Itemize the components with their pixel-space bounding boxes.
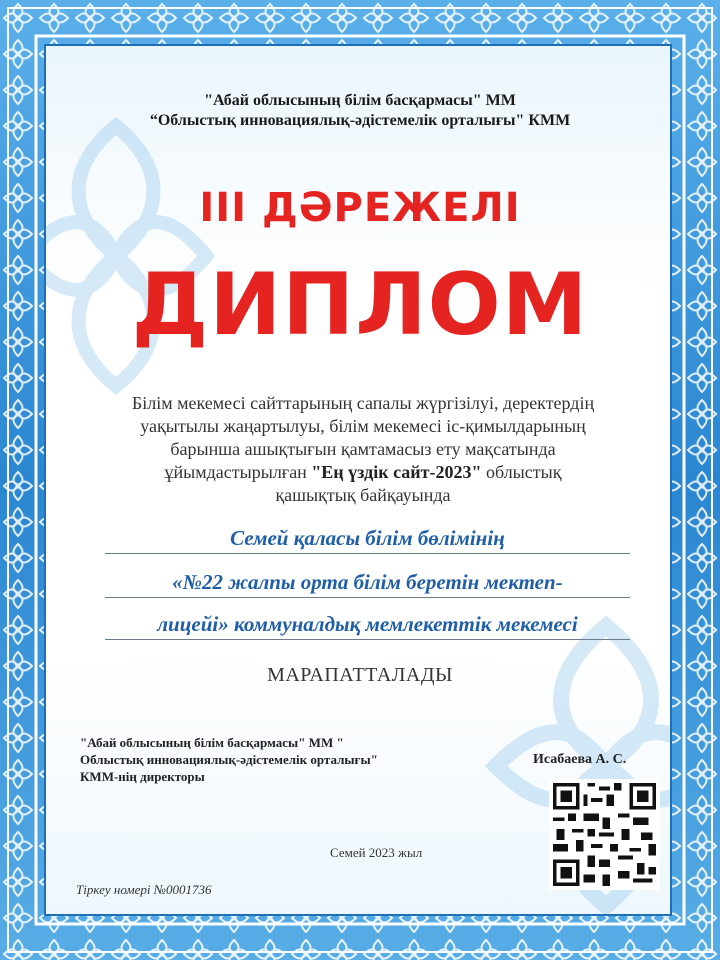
degree-heading: III ДӘРЕЖЕЛІ — [199, 185, 521, 231]
city-year: Семей 2023 жыл — [330, 845, 423, 860]
body-line-5: қашықтық байқауында — [275, 485, 451, 505]
organization-line-2: “Облыстық инновациялық-әдістемелік орталығы" КММ — [149, 112, 571, 129]
contest-name: "Ең үздік сайт-2023" — [311, 462, 482, 482]
body-line-3: барынша ашықтығын қамтамасыз ету мақсатында — [170, 439, 556, 459]
registration-number: Тіркеу номері №0001736 — [76, 882, 212, 897]
signatory-name: Исабаева А. С. — [533, 752, 627, 767]
body-line-2: уақытылы жаңартылуы, білім мекемесі іс-қимылдарының — [140, 416, 586, 436]
qr-code-icon — [549, 779, 660, 890]
organization-line-1: "Абай облысының білім басқармасы" ММ — [204, 92, 516, 109]
recipient-line-1: Семей қаласы білім бөлімінің — [105, 526, 630, 554]
director-line-3: КММ-нің директоры — [80, 769, 205, 784]
body-line-4-prefix: ұйымдастырылған — [164, 462, 312, 482]
award-text: МАРАПАТТАЛАДЫ — [267, 664, 453, 686]
body-line-4-suffix: облыстық — [481, 462, 562, 482]
director-line-1: "Абай облысының білім басқармасы" ММ " — [80, 735, 344, 750]
body-line-1: Білім мекемесі сайттарының сапалы жүргізілуі, деректердің — [131, 393, 595, 413]
diploma-title: ДИПЛОМ — [131, 255, 589, 355]
recipient-line-2: «№22 жалпы орта білім беретін мектеп- — [105, 570, 630, 598]
recipient-line-3: лицейі» коммуналдық мемлекеттік мекемесі — [105, 612, 630, 640]
body-line-4 — [80, 461, 646, 484]
diploma-body-text — [80, 392, 646, 507]
director-block — [80, 734, 440, 785]
director-line-2: Облыстық инновациялық-әдістемелік орталығы" — [80, 752, 378, 767]
